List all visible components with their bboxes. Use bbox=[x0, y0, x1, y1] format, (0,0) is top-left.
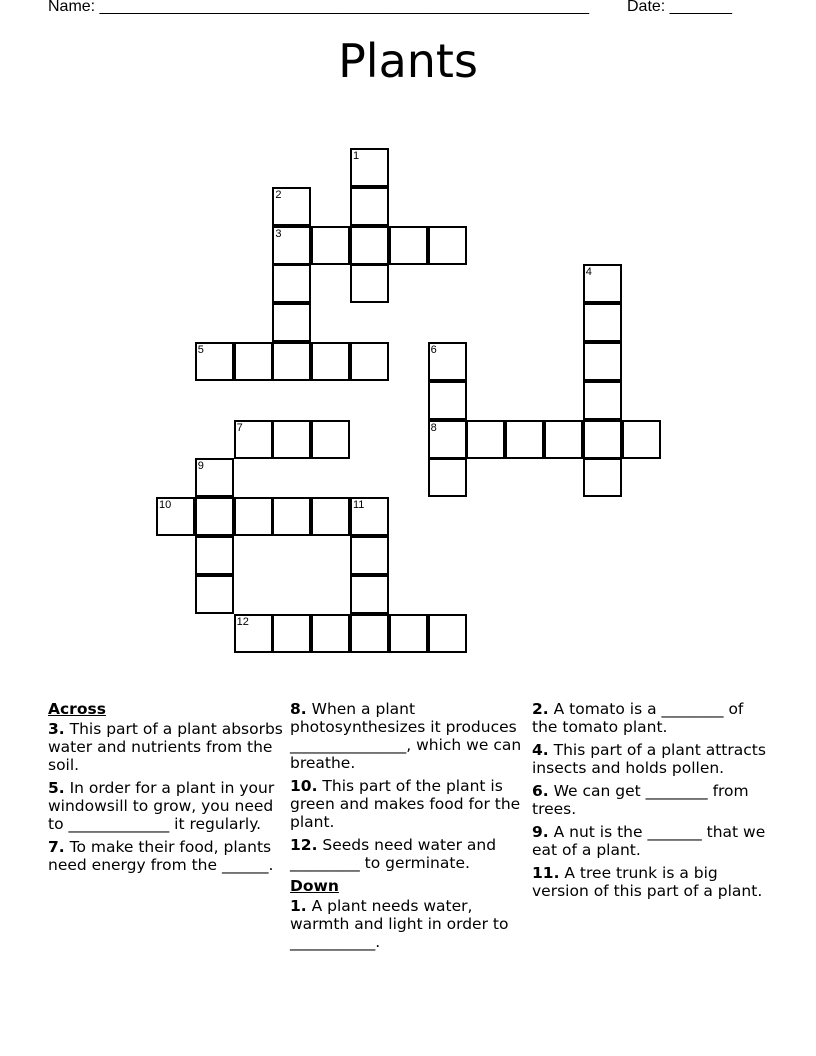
clue-across-12 bbox=[290, 836, 526, 872]
crossword-cell[interactable] bbox=[350, 536, 389, 575]
cell-number: 2 bbox=[275, 188, 282, 201]
crossword-cell[interactable] bbox=[350, 614, 389, 653]
clue-across-5 bbox=[48, 779, 284, 833]
crossword-cell[interactable] bbox=[389, 614, 428, 653]
crossword-cell[interactable] bbox=[234, 614, 273, 653]
crossword-cell[interactable] bbox=[272, 226, 311, 265]
clue-number: 3. bbox=[48, 720, 65, 738]
date-field: Date: _______ bbox=[627, 0, 732, 15]
crossword-cell[interactable] bbox=[583, 420, 622, 459]
crossword-cell[interactable] bbox=[195, 536, 234, 575]
clue-number: 7. bbox=[48, 838, 65, 856]
crossword-cell[interactable] bbox=[505, 420, 544, 459]
clue-text: Seeds need water and _________ to germinate. bbox=[290, 836, 501, 872]
crossword-cell[interactable] bbox=[195, 497, 234, 536]
clue-down-6 bbox=[532, 782, 768, 818]
clue-number: 5. bbox=[48, 779, 65, 797]
crossword-cell[interactable] bbox=[389, 226, 428, 265]
clue-text: We can get ________ from trees. bbox=[532, 782, 754, 818]
clue-column-2 bbox=[290, 700, 526, 956]
clue-down-9 bbox=[532, 823, 771, 859]
crossword-cell[interactable] bbox=[311, 420, 350, 459]
cell-number: 5 bbox=[197, 344, 204, 356]
cell-number: 4 bbox=[585, 266, 592, 279]
clue-column-3 bbox=[532, 700, 771, 905]
crossword-cell[interactable] bbox=[272, 187, 311, 226]
clue-text: This part of a plant attracts insects and holds pollen. bbox=[532, 741, 771, 777]
clue-across-3 bbox=[48, 720, 288, 774]
clue-across-10 bbox=[290, 777, 526, 831]
cell-number: 9 bbox=[197, 460, 204, 473]
across-heading: Across bbox=[48, 700, 106, 718]
cell-number: 3 bbox=[275, 227, 282, 240]
cell-number: 10 bbox=[159, 499, 172, 512]
clue-number: 2. bbox=[532, 700, 549, 718]
crossword-cell[interactable] bbox=[428, 381, 467, 420]
clue-text: This part of the plant is green and makes food for the plant. bbox=[290, 777, 526, 831]
clue-text: A plant needs water, warmth and light in order to ___________. bbox=[290, 897, 514, 951]
clue-across-7 bbox=[48, 838, 284, 874]
clue-number: 6. bbox=[532, 782, 549, 800]
clue-text: This part of a plant absorbs water and nutrients from the soil. bbox=[48, 720, 288, 774]
clue-number: 4. bbox=[532, 741, 549, 759]
crossword-cell[interactable] bbox=[350, 342, 389, 381]
clue-column-1 bbox=[48, 700, 288, 879]
crossword-cell[interactable] bbox=[272, 497, 311, 536]
crossword-cell[interactable] bbox=[272, 264, 311, 303]
clue-number: 8. bbox=[290, 700, 307, 718]
clue-down-2 bbox=[532, 700, 768, 736]
crossword-cell[interactable] bbox=[583, 264, 622, 303]
crossword-cell[interactable] bbox=[272, 303, 311, 342]
clue-across-8 bbox=[290, 700, 526, 772]
crossword-cell[interactable] bbox=[583, 458, 622, 497]
crossword-cell[interactable] bbox=[311, 342, 350, 381]
down-heading: Down bbox=[290, 877, 339, 895]
cell-number: 8 bbox=[430, 421, 437, 434]
clue-down-1 bbox=[290, 897, 526, 951]
clue-text: When a plant photosynthesizes it produces _______________, which we can breathe. bbox=[290, 700, 527, 772]
clue-number: 1. bbox=[290, 897, 307, 915]
crossword-cell[interactable] bbox=[350, 264, 389, 303]
cell-number: 11 bbox=[353, 499, 365, 512]
cell-number: 7 bbox=[236, 421, 243, 434]
crossword-cell[interactable] bbox=[583, 342, 622, 381]
crossword-cell[interactable] bbox=[311, 497, 350, 536]
crossword-cell[interactable] bbox=[428, 458, 467, 497]
clue-text: A nut is the _______ that we eat of a plant. bbox=[532, 823, 771, 859]
crossword-cell[interactable] bbox=[583, 303, 622, 342]
crossword-cell[interactable] bbox=[428, 614, 467, 653]
clue-text: In order for a plant in your windowsill to grow, you need to _____________ it regularly. bbox=[48, 779, 280, 833]
clue-down-11 bbox=[532, 864, 768, 900]
crossword-cell[interactable] bbox=[350, 187, 389, 226]
clue-number: 12. bbox=[290, 836, 318, 854]
crossword-cell[interactable] bbox=[195, 458, 234, 497]
crossword-cell[interactable] bbox=[428, 420, 467, 459]
clue-number: 9. bbox=[532, 823, 549, 841]
name-field: Name: _______________________________________________________ bbox=[48, 0, 589, 15]
crossword-cell[interactable] bbox=[311, 226, 350, 265]
clue-text: A tomato is a ________ of the tomato plant. bbox=[532, 700, 749, 736]
crossword-cell[interactable] bbox=[350, 148, 389, 187]
clue-number: 10. bbox=[290, 777, 318, 795]
clue-down-4 bbox=[532, 741, 771, 777]
crossword-cell[interactable] bbox=[544, 420, 583, 459]
crossword-cell[interactable] bbox=[195, 342, 234, 381]
crossword-cell[interactable] bbox=[350, 575, 389, 614]
page-title: Plants bbox=[338, 34, 478, 88]
crossword-cell[interactable] bbox=[234, 342, 273, 381]
crossword-cell[interactable] bbox=[583, 381, 622, 420]
cell-number: 12 bbox=[236, 615, 249, 628]
crossword-cell[interactable] bbox=[311, 614, 350, 653]
clue-text: To make their food, plants need energy from the ______. bbox=[48, 838, 277, 874]
crossword-cell[interactable] bbox=[234, 497, 273, 536]
crossword-cell[interactable] bbox=[428, 342, 467, 381]
crossword-cell[interactable] bbox=[428, 226, 467, 265]
crossword-cell[interactable] bbox=[272, 420, 311, 459]
crossword-cell[interactable] bbox=[622, 420, 661, 459]
crossword-cell[interactable] bbox=[156, 497, 195, 536]
cell-number: 6 bbox=[430, 344, 437, 356]
crossword-cell[interactable] bbox=[350, 497, 389, 536]
clue-number: 11. bbox=[532, 864, 560, 882]
cell-number: 1 bbox=[353, 150, 360, 162]
crossword-cell[interactable] bbox=[272, 614, 311, 653]
crossword-cell[interactable] bbox=[350, 226, 389, 265]
crossword-cell[interactable] bbox=[466, 420, 505, 459]
clue-text: A tree trunk is a big version of this part of a plant. bbox=[532, 864, 763, 900]
crossword-cell[interactable] bbox=[234, 420, 273, 459]
crossword-cell[interactable] bbox=[272, 342, 311, 381]
crossword-cell[interactable] bbox=[195, 575, 234, 614]
